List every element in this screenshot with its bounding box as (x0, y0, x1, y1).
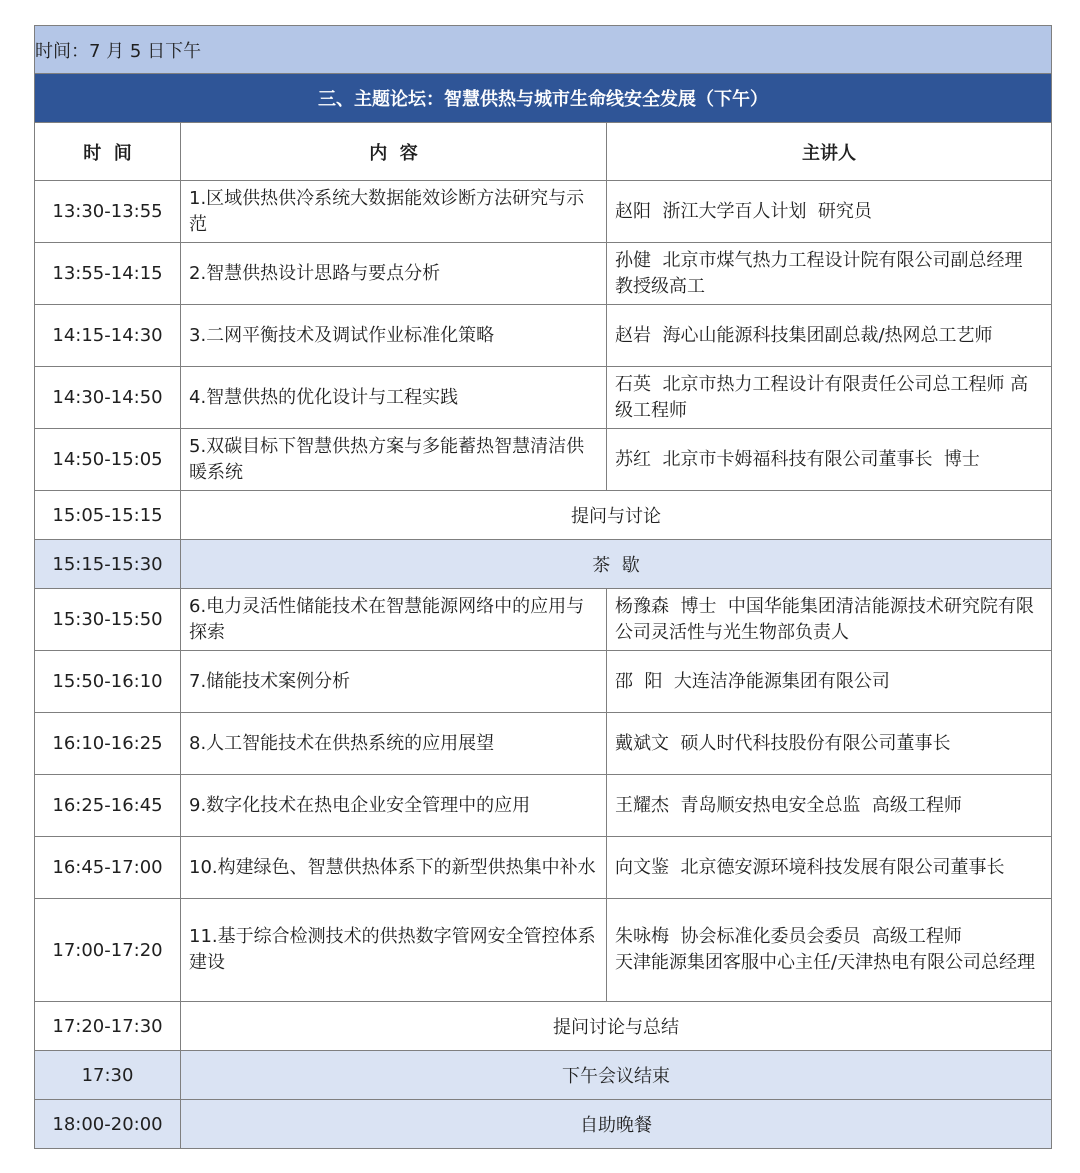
content-cell: 10.构建绿色、智慧供热体系下的新型供热集中补水 (181, 837, 607, 899)
table-row (35, 181, 1052, 243)
speaker-cell: 苏红 北京市卡姆福科技有限公司董事长 博士 (607, 429, 1052, 491)
date-label: 时间：7 月 5 日下午 (35, 26, 1052, 74)
time-cell: 14:30-14:50 (35, 367, 181, 429)
table-row-merged (35, 491, 1052, 540)
table-row (35, 243, 1052, 305)
speaker-line-2: 天津能源集团客服中心主任/天津热电有限公司总经理 (615, 952, 1036, 973)
content-cell: 4.智慧供热的优化设计与工程实践 (181, 367, 607, 429)
content-cell: 9.数字化技术在热电企业安全管理中的应用 (181, 775, 607, 837)
table-row (35, 367, 1052, 429)
content-cell: 1.区域供热供冷系统大数据能效诊断方法研究与示范 (181, 181, 607, 243)
time-cell: 17:30 (35, 1051, 181, 1100)
table-row-merged (35, 1002, 1052, 1051)
speaker-cell: 戴斌文 硕人时代科技股份有限公司董事长 (607, 713, 1052, 775)
speaker-cell: 王耀杰 青岛顺安热电安全总监 高级工程师 (607, 775, 1052, 837)
table-row (35, 837, 1052, 899)
speaker-cell: 孙健 北京市煤气热力工程设计院有限公司副总经理 教授级高工 (607, 243, 1052, 305)
date-row (35, 26, 1052, 74)
table-row (35, 429, 1052, 491)
time-cell: 17:20-17:30 (35, 1002, 181, 1051)
merged-cell-discussion: 提问与讨论 (181, 491, 1052, 540)
time-cell: 15:15-15:30 (35, 540, 181, 589)
merged-cell-discussion-summary: 提问讨论与总结 (181, 1002, 1052, 1051)
table-row (35, 589, 1052, 651)
speaker-cell: 向文鉴 北京德安源环境科技发展有限公司董事长 (607, 837, 1052, 899)
content-cell: 5.双碳目标下智慧供热方案与多能蓄热智慧清洁供暖系统 (181, 429, 607, 491)
content-cell: 8.人工智能技术在供热系统的应用展望 (181, 713, 607, 775)
time-cell: 15:05-15:15 (35, 491, 181, 540)
time-cell: 16:10-16:25 (35, 713, 181, 775)
time-cell: 17:00-17:20 (35, 899, 181, 1002)
speaker-cell: 赵阳 浙江大学百人计划 研究员 (607, 181, 1052, 243)
header-speaker: 主讲人 (607, 123, 1052, 181)
speaker-cell: 赵岩 海心山能源科技集团副总裁/热网总工艺师 (607, 305, 1052, 367)
table-row (35, 305, 1052, 367)
content-cell: 11.基于综合检测技术的供热数字管网安全管控体系建设 (181, 899, 607, 1002)
content-cell: 3.二网平衡技术及调试作业标准化策略 (181, 305, 607, 367)
speaker-line-1: 朱咏梅 协会标准化委员会委员 高级工程师 (615, 926, 962, 947)
time-cell: 16:45-17:00 (35, 837, 181, 899)
speaker-cell: 石英 北京市热力工程设计有限责任公司总工程师 高级工程师 (607, 367, 1052, 429)
speaker-cell: 邵 阳 大连洁净能源集团有限公司 (607, 651, 1052, 713)
speaker-cell: 杨豫森 博士 中国华能集团清洁能源技术研究院有限公司灵活性与光生物部负责人 (607, 589, 1052, 651)
header-content: 内 容 (181, 123, 607, 181)
merged-cell-tea-break: 茶 歇 (181, 540, 1052, 589)
time-cell: 14:50-15:05 (35, 429, 181, 491)
speaker-cell (607, 899, 1052, 1002)
table-row (35, 775, 1052, 837)
section-title-row (35, 74, 1052, 123)
content-cell: 2.智慧供热设计思路与要点分析 (181, 243, 607, 305)
agenda-table (34, 25, 1052, 1149)
column-header-row (35, 123, 1052, 181)
time-cell: 13:30-13:55 (35, 181, 181, 243)
table-row-end (35, 1051, 1052, 1100)
table-row-break (35, 540, 1052, 589)
content-cell: 6.电力灵活性储能技术在智慧能源网络中的应用与探索 (181, 589, 607, 651)
time-cell: 15:30-15:50 (35, 589, 181, 651)
table-row-dinner (35, 1100, 1052, 1149)
merged-cell-dinner: 自助晚餐 (181, 1100, 1052, 1149)
table-row (35, 713, 1052, 775)
table-row (35, 651, 1052, 713)
time-cell: 18:00-20:00 (35, 1100, 181, 1149)
table-row (35, 899, 1052, 1002)
time-cell: 13:55-14:15 (35, 243, 181, 305)
time-cell: 16:25-16:45 (35, 775, 181, 837)
time-cell: 14:15-14:30 (35, 305, 181, 367)
content-cell: 7.储能技术案例分析 (181, 651, 607, 713)
merged-cell-session-end: 下午会议结束 (181, 1051, 1052, 1100)
header-time: 时 间 (35, 123, 181, 181)
section-title: 三、主题论坛：智慧供热与城市生命线安全发展（下午） (35, 74, 1052, 123)
time-cell: 15:50-16:10 (35, 651, 181, 713)
